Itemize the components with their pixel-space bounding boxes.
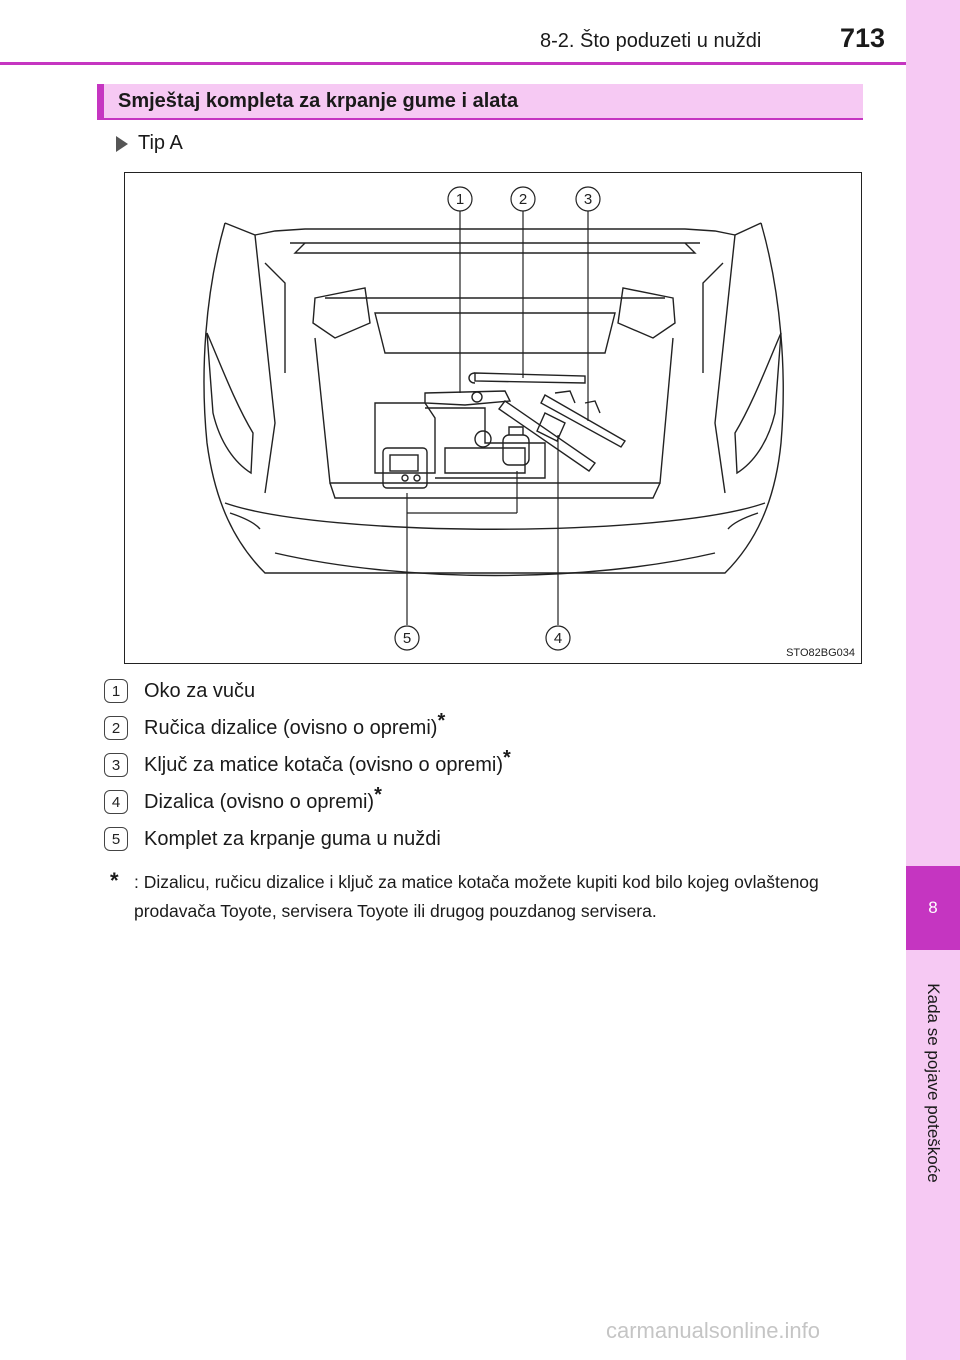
legend-text: Komplet za krpanje guma u nuždi [144, 827, 441, 850]
legend-number: 1 [104, 679, 128, 703]
legend-text: Ključ za matice kotača (ovisno o opremi)* [144, 746, 511, 776]
trunk-drawing [125, 173, 863, 665]
page-number: 713 [840, 23, 886, 53]
callout-3-label: 3 [583, 191, 593, 208]
callout-2-label: 2 [518, 191, 528, 208]
section-heading-bar [97, 84, 863, 120]
callout-5 [395, 626, 419, 650]
chapter-number: 8 [928, 898, 938, 917]
callout-5-label: 5 [402, 630, 412, 647]
tip-label: Tip A [138, 132, 183, 154]
triangle-bullet-icon [116, 136, 128, 152]
legend-number: 5 [104, 827, 128, 851]
callout-2 [511, 187, 535, 211]
chapter-side-tab [906, 0, 960, 1360]
legend-number: 3 [104, 753, 128, 777]
callout-1-label: 1 [455, 191, 465, 208]
figure-code: STO82BG034 [786, 647, 855, 659]
legend-item [104, 824, 441, 854]
legend-text: Oko za vuču [144, 679, 256, 702]
callout-4-label: 4 [553, 630, 563, 647]
chapter-title: Kada se pojave poteškoće [924, 983, 943, 1183]
trunk-illustration [124, 172, 862, 664]
legend-number: 4 [104, 790, 128, 814]
callout-4 [546, 626, 570, 650]
legend-item [104, 783, 382, 817]
callout-1 [448, 187, 472, 211]
footnote-text: : Dizalicu, ručicu dizalice i ključ za matice kotača možete kupiti kod bilo kojeg ovlaštenog prodavača Toyote, servisera Toyote ili drugog pouzdanog servisera. [134, 872, 819, 921]
header-divider [0, 62, 906, 65]
watermark: carmanualsonline.info [606, 1318, 821, 1343]
header-section-title: 8-2. Što poduzeti u nuždi [540, 30, 762, 52]
callout-3 [576, 187, 600, 211]
legend-text: Dizalica (ovisno o opremi)* [144, 783, 382, 813]
legend-text: Ručica dizalice (ovisno o opremi)* [144, 709, 446, 739]
footnote-marker: * [110, 868, 119, 893]
legend-item [104, 709, 446, 743]
tip-label-row [116, 132, 183, 155]
legend-item [104, 676, 255, 706]
legend-number: 2 [104, 716, 128, 740]
legend-item [104, 746, 511, 780]
section-heading: Smještaj kompleta za krpanje gume i alata [118, 89, 519, 112]
chapter-number-box [906, 866, 960, 950]
